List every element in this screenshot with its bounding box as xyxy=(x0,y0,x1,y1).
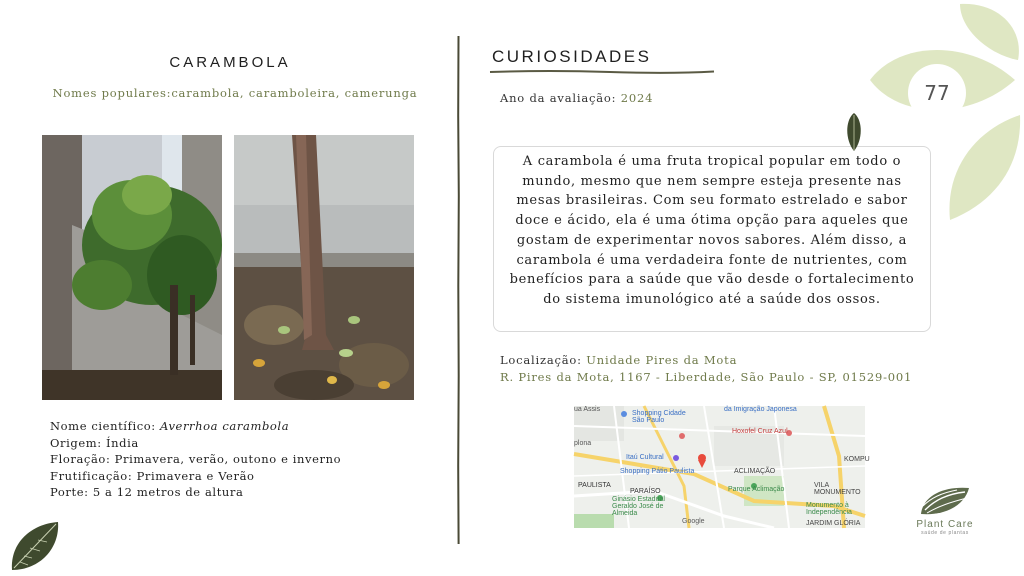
curiosities-heading: CURIOSIDADES xyxy=(492,47,652,66)
plant-title: CARAMBOLA xyxy=(169,54,291,71)
map-label: da Imigração Japonesa xyxy=(724,406,797,413)
location-unit[interactable]: Unidade Pires da Mota xyxy=(586,353,738,367)
map-label: KOMPU xyxy=(844,456,870,463)
location-line: Localização: Unidade Pires da Mota xyxy=(500,353,738,367)
fact-scientific-name: Nome científico: Averrhoa carambola xyxy=(50,419,290,433)
map-label: Parque Aclimação xyxy=(728,486,785,493)
fact-flowering: Floração: Primavera, verão, outono e inverno xyxy=(50,452,342,466)
map-label: PARAÍSO xyxy=(630,488,661,495)
map-label: ACLIMAÇÃO xyxy=(734,468,776,475)
tree-photo xyxy=(42,135,222,400)
map-label: ua Assis xyxy=(574,406,601,413)
heading-underline xyxy=(490,69,714,75)
map-label: plona xyxy=(574,440,592,447)
fact-fruiting: Frutificação: Primavera e Verão xyxy=(50,468,255,483)
map-label: Monumento à Independência xyxy=(806,502,852,516)
map-label: Hoxofel Cruz Azul xyxy=(732,428,788,435)
location-map[interactable] xyxy=(574,406,870,528)
leaf-icon xyxy=(6,518,62,576)
column-divider xyxy=(457,36,460,544)
location-address: R. Pires da Mota, 1167 - Liberdade, São Paulo - SP, 01529-001 xyxy=(500,370,913,384)
evaluation-year: Ano da avaliação: 2024 xyxy=(500,91,654,105)
fact-origin: Origem: Índia xyxy=(50,435,139,450)
curiosity-text: A carambola é uma fruta tropical popular em todo o mundo, mesmo que nem sempre esteja presente nas mesas brasileiras. Com seu formato estrelado e sabor doce e ácido, ela é uma ótima opção para aqueles que gostam de experimentar novos sabores. Além disso, a carambola é uma verdadeira fonte de nutrientes, com benefícios para a saúde que vão desde o fortalecimento do sistema imunológico até a saúde dos ossos. xyxy=(493,146,931,332)
logo-leaf-icon xyxy=(917,484,973,518)
map-label: JARDIM GLÓRIA xyxy=(806,520,861,527)
plant-facts xyxy=(50,418,341,501)
popular-names: Nomes populares:carambola, caramboleira, camerunga xyxy=(52,86,418,100)
map-label: PAULISTA xyxy=(578,482,611,489)
map-label: Shopping Cidade São Paulo xyxy=(632,410,686,424)
map-label: VILA MONUMENTO xyxy=(814,482,861,496)
fact-size: Porte: 5 a 12 metros de altura xyxy=(50,485,244,499)
map-label: Ginásio Estadual Geraldo José de Almeida xyxy=(612,496,665,517)
map-label: Shopping Pátio Paulista xyxy=(620,468,695,475)
google-logo: Google xyxy=(682,518,705,525)
brand-logo xyxy=(905,484,985,544)
brand-tagline: saúde de plantas xyxy=(921,530,969,536)
leaf-icon xyxy=(843,112,865,152)
map-label: Itaú Cultural xyxy=(626,454,664,461)
trunk-photo xyxy=(234,135,414,400)
page-number: 77 xyxy=(908,64,966,122)
location-block xyxy=(500,352,912,386)
brand-name: Plant Care xyxy=(916,519,974,530)
